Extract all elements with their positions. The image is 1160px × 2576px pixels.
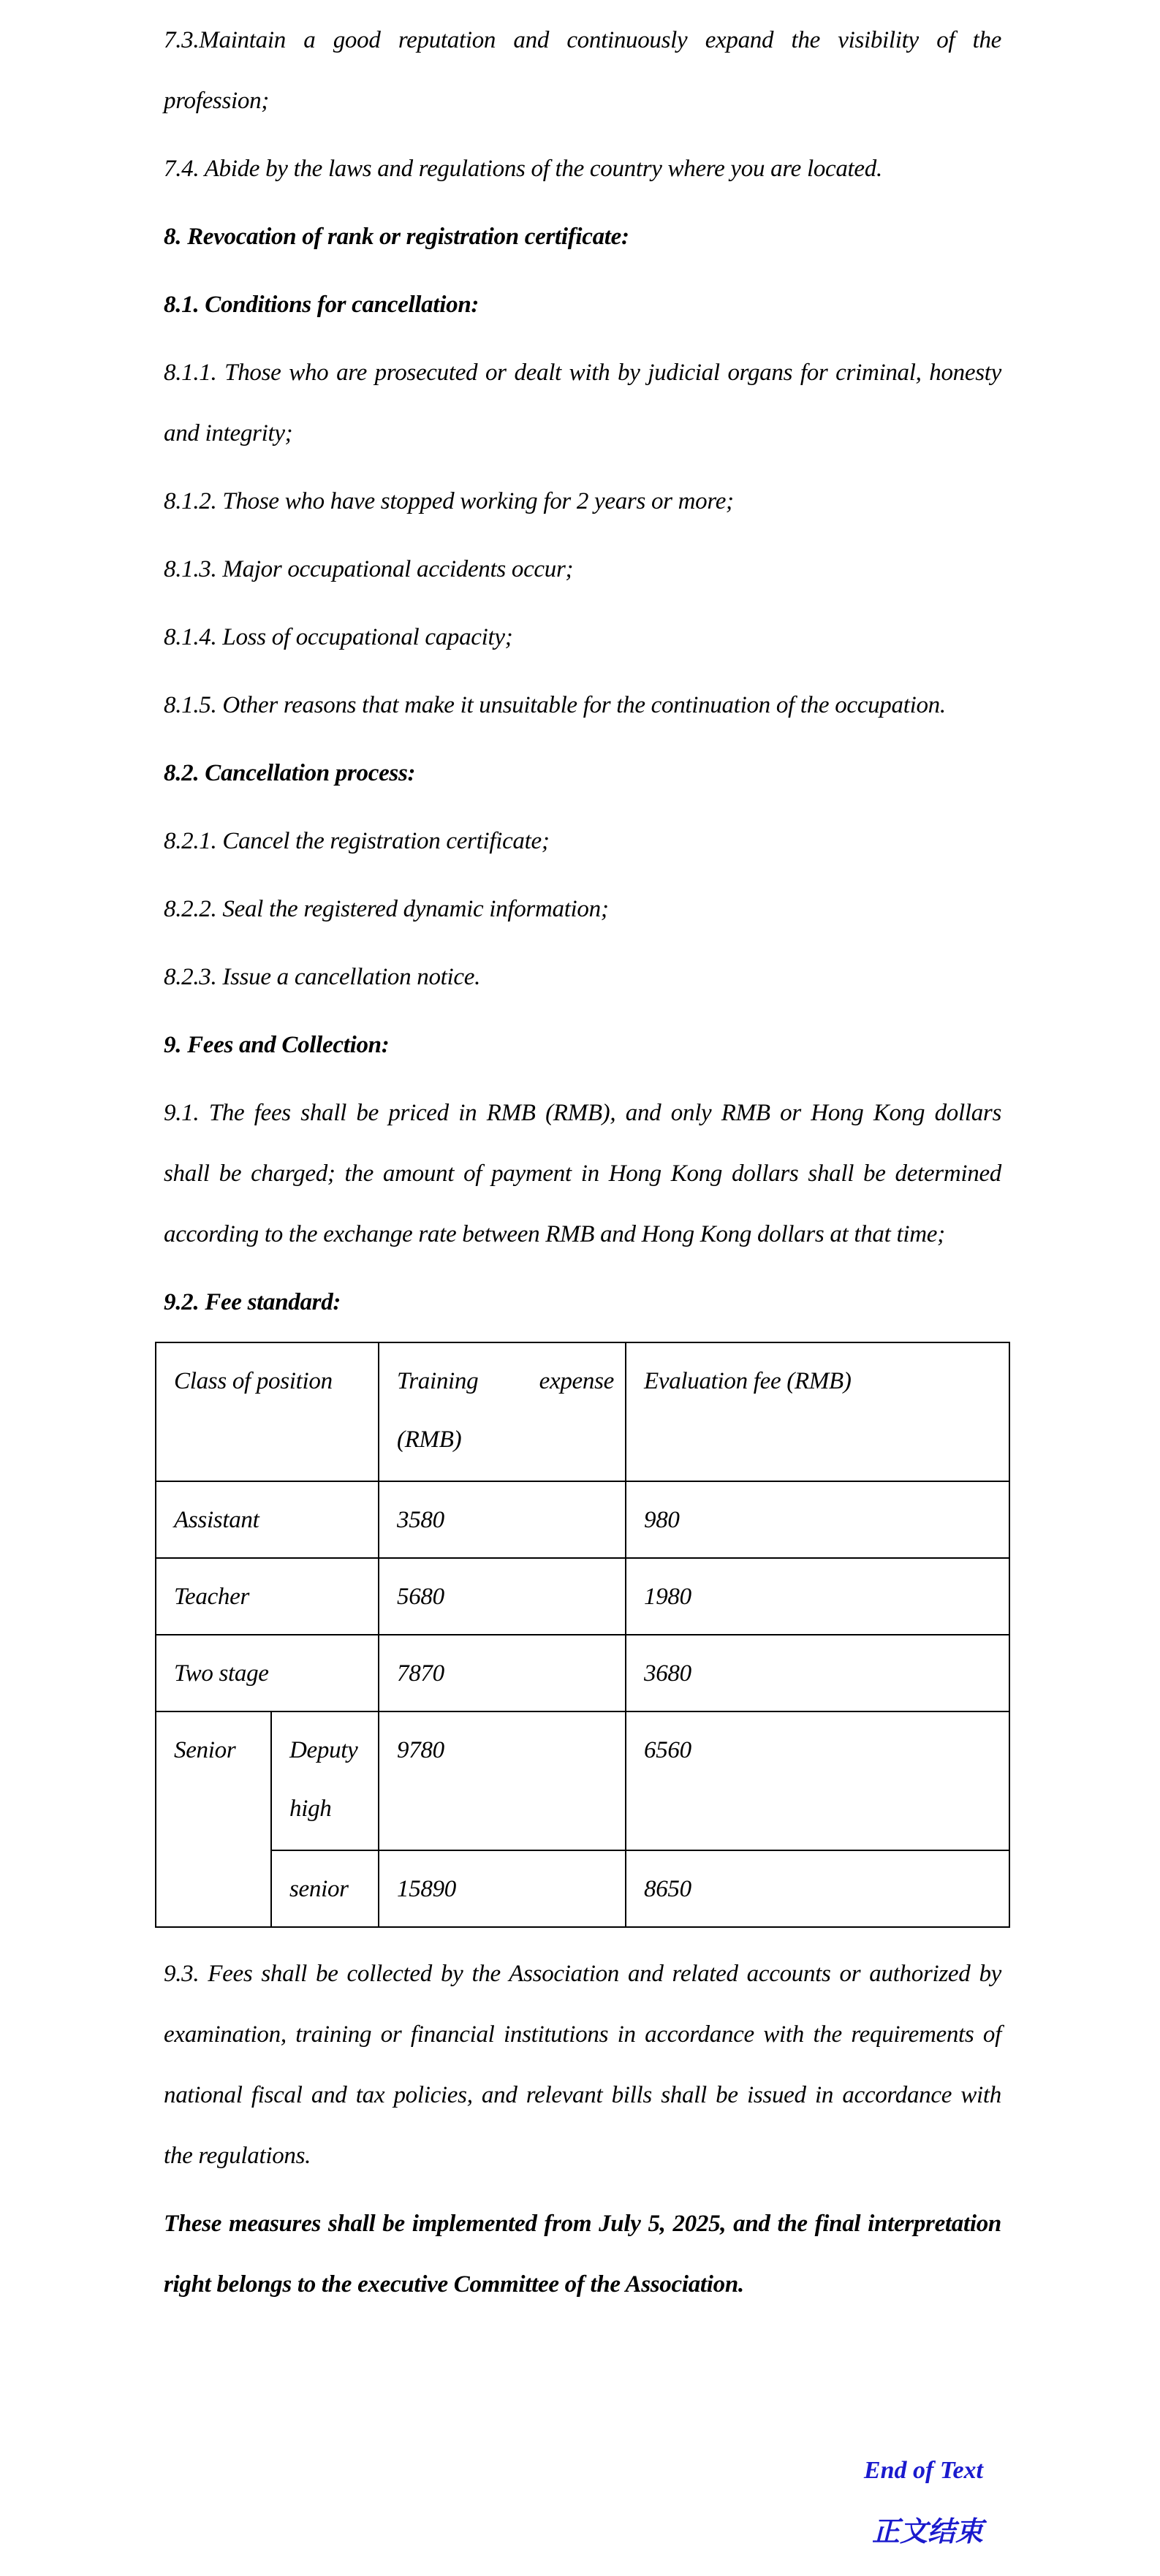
text-line: 9.3. Fees shall be collected by the Association and related accounts or authorized by	[164, 1961, 1001, 1987]
text-line: 7.3.Maintain a good reputation and continuously expand the visibility of the	[164, 27, 1001, 53]
end-of-text-block	[164, 2439, 1001, 2564]
paragraph-8-1-1	[164, 343, 1001, 464]
heading-9-2	[164, 1272, 1001, 1333]
text-line: 8.1.2. Those who have stopped working for 2 years or more;	[164, 488, 734, 514]
heading-8	[164, 207, 1001, 267]
text-line: 8.2.1. Cancel the registration certificate;	[164, 828, 550, 854]
text-line: and integrity;	[164, 420, 293, 447]
table-row-senior-senior	[156, 1850, 1009, 1927]
heading-line: 9.2. Fee standard:	[164, 1289, 341, 1315]
cell-evaluation-fee: 1980	[626, 1558, 1009, 1635]
cell-training-expense: 5680	[379, 1558, 626, 1635]
paragraph-8-2-1	[164, 811, 1001, 872]
cell-evaluation-fee: 8650	[626, 1850, 1009, 1927]
paragraph-8-1-5	[164, 675, 1001, 736]
cell-training-expense: 7870	[379, 1635, 626, 1711]
cell-evaluation-fee: 3680	[626, 1635, 1009, 1711]
heading-9	[164, 1015, 1001, 1076]
paragraph-7-3	[164, 10, 1001, 132]
heading-line: 8.1. Conditions for cancellation:	[164, 292, 479, 318]
paragraph-7-4	[164, 139, 1001, 200]
table-row-teacher	[156, 1558, 1009, 1635]
end-of-text-label: End of Text	[863, 2457, 983, 2484]
table-row-assistant	[156, 1481, 1009, 1558]
text-line: 7.4. Abide by the laws and regulations of the country where you are located.	[164, 156, 882, 182]
paragraph-9-3	[164, 1944, 1001, 2186]
text-line: 8.2.3. Issue a cancellation notice.	[164, 964, 481, 990]
table-row-two-stage	[156, 1635, 1009, 1711]
text-line: profession;	[164, 88, 269, 114]
paragraph-8-2-2	[164, 879, 1001, 940]
heading-8-2	[164, 743, 1001, 804]
text-line: 8.1.4. Loss of occupational capacity;	[164, 624, 513, 650]
text-line: shall be charged; the amount of payment in Hong Kong dollars shall be determined	[164, 1160, 1001, 1187]
heading-line: 8. Revocation of rank or registration certificate:	[164, 224, 629, 250]
paragraph-8-1-2	[164, 471, 1001, 532]
paragraph-9-1	[164, 1083, 1001, 1265]
cell-training-expense: 15890	[379, 1850, 626, 1927]
text-line: according to the exchange rate between RMB and Hong Kong dollars at that time;	[164, 1221, 945, 1247]
text-line: right belongs to the executive Committee of the Association.	[164, 2271, 744, 2298]
cell-evaluation-fee: 980	[626, 1481, 1009, 1558]
cell-training-expense: 3580	[379, 1481, 626, 1558]
table-row-senior-deputy-high	[156, 1711, 1009, 1850]
text-line: 8.1.1. Those who are prosecuted or dealt with by judicial organs for criminal, honesty	[164, 360, 1001, 386]
paragraph-8-1-4	[164, 607, 1001, 668]
header-cell-class-of-position: Class of position	[156, 1342, 379, 1481]
header-cell-evaluation-fee: Evaluation fee (RMB)	[626, 1342, 1009, 1481]
cell-grade: senior	[271, 1850, 379, 1927]
cell-grade: Deputy high	[271, 1711, 379, 1850]
text-line: 8.1.3. Major occupational accidents occur;	[164, 556, 574, 582]
paragraph-implementation	[164, 2194, 1001, 2315]
end-of-text-chinese-label: 正文结束	[871, 2517, 983, 2547]
table-header-row	[156, 1342, 1009, 1481]
cell-evaluation-fee: 6560	[626, 1711, 1009, 1850]
heading-8-1	[164, 275, 1001, 335]
paragraph-8-1-3	[164, 539, 1001, 600]
cell-class: Teacher	[156, 1558, 379, 1635]
text-line: 9.1. The fees shall be priced in RMB (RMB), and only RMB or Hong Kong dollars	[164, 1100, 1001, 1126]
text-line: 8.2.2. Seal the registered dynamic information;	[164, 896, 609, 922]
cell-senior-label: Senior	[156, 1711, 271, 1927]
cell-class: Assistant	[156, 1481, 379, 1558]
text-line: examination, training or financial institutions in accordance with the requirements of	[164, 2021, 1001, 2048]
text-line: These measures shall be implemented from July 5, 2025, and the final interpretation	[164, 2211, 1001, 2237]
cell-class: Two stage	[156, 1635, 379, 1711]
text-line: national fiscal and tax policies, and relevant bills shall be issued in accordance with	[164, 2082, 1001, 2108]
heading-line: 8.2. Cancellation process:	[164, 760, 416, 786]
cell-training-expense: 9780	[379, 1711, 626, 1850]
header-cell-training-expense: Training expense (RMB)	[379, 1342, 626, 1481]
text-line: the regulations.	[164, 2143, 311, 2169]
text-line: 8.1.5. Other reasons that make it unsuitable for the continuation of the occupation.	[164, 692, 946, 718]
heading-line: 9. Fees and Collection:	[164, 1032, 390, 1058]
paragraph-8-2-3	[164, 947, 1001, 1008]
fee-standard-table	[155, 1342, 1010, 1928]
